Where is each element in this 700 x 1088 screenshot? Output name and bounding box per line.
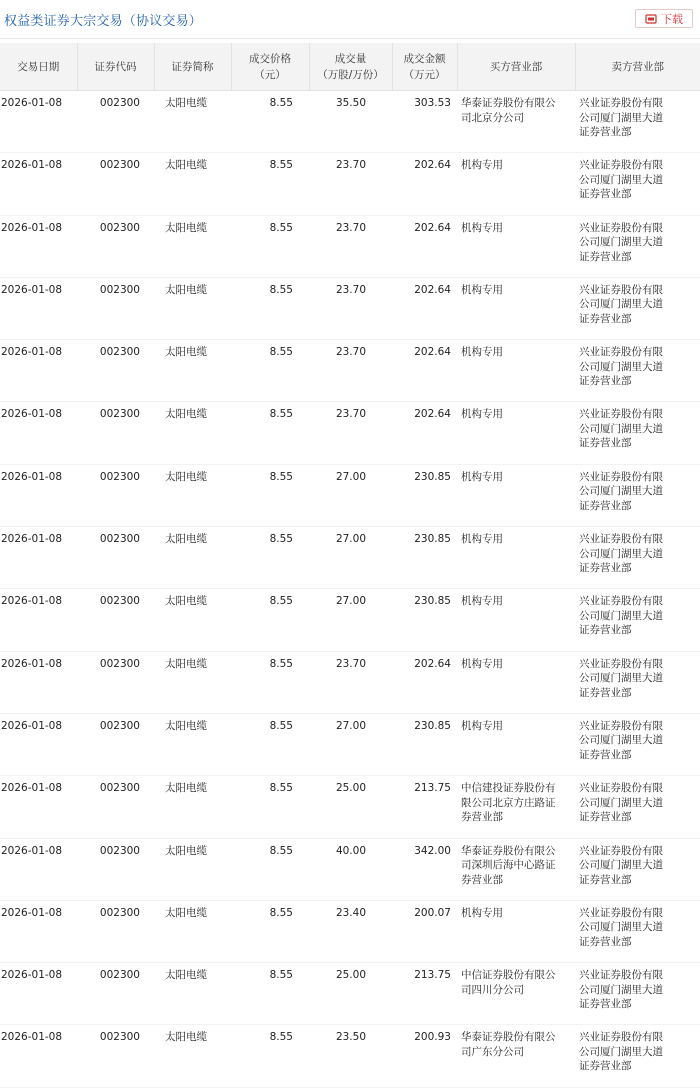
cell-buyer: 机构专用: [457, 527, 575, 589]
table-row: [0, 651, 700, 713]
col-header-seller: 卖方营业部: [575, 43, 700, 91]
cell-price: 8.55: [231, 402, 309, 464]
cell-buyer: 华泰证券股份有限公司广东分公司: [457, 1025, 575, 1087]
table-row: [0, 402, 700, 464]
cell-code: 002300: [77, 713, 154, 775]
cell-price: 8.55: [231, 340, 309, 402]
cell-code: 002300: [77, 963, 154, 1025]
table-row: [0, 464, 700, 526]
cell-date: 2026-01-08: [0, 651, 77, 713]
cell-date: 2026-01-08: [0, 776, 77, 838]
cell-price: 8.55: [231, 153, 309, 215]
cell-volume: 23.70: [309, 277, 392, 339]
cell-date: 2026-01-08: [0, 340, 77, 402]
cell-volume: 23.40: [309, 900, 392, 962]
cell-name: 太阳电缆: [154, 589, 231, 651]
cell-date: 2026-01-08: [0, 153, 77, 215]
section-title: 权益类证券大宗交易（协议交易）: [4, 14, 203, 29]
cell-amount: 202.64: [392, 340, 457, 402]
cell-price: 8.55: [231, 277, 309, 339]
cell-price: 8.55: [231, 776, 309, 838]
table-row: [0, 527, 700, 589]
cell-seller: 兴业证券股份有限公司厦门湖里大道证券营业部: [575, 963, 700, 1025]
cell-code: 002300: [77, 589, 154, 651]
section-header: [0, 0, 700, 39]
cell-volume: 27.00: [309, 713, 392, 775]
col-header-date: 交易日期: [0, 43, 77, 91]
table-row: [0, 776, 700, 838]
cell-code: 002300: [77, 91, 154, 153]
cell-seller: 兴业证券股份有限公司厦门湖里大道证券营业部: [575, 340, 700, 402]
col-header-amount: 成交金额 （万元）: [392, 43, 457, 91]
cell-date: 2026-01-08: [0, 963, 77, 1025]
cell-seller: 兴业证券股份有限公司厦门湖里大道证券营业部: [575, 713, 700, 775]
cell-volume: 23.70: [309, 340, 392, 402]
cell-name: 太阳电缆: [154, 91, 231, 153]
table-row: [0, 900, 700, 962]
cell-buyer: 机构专用: [457, 651, 575, 713]
cell-volume: 23.70: [309, 153, 392, 215]
cell-seller: 兴业证券股份有限公司厦门湖里大道证券营业部: [575, 91, 700, 153]
cell-volume: 35.50: [309, 91, 392, 153]
cell-price: 8.55: [231, 713, 309, 775]
table-row: [0, 153, 700, 215]
cell-seller: 兴业证券股份有限公司厦门湖里大道证券营业部: [575, 527, 700, 589]
cell-buyer: 机构专用: [457, 589, 575, 651]
cell-price: 8.55: [231, 838, 309, 900]
cell-date: 2026-01-08: [0, 527, 77, 589]
cell-seller: 兴业证券股份有限公司厦门湖里大道证券营业部: [575, 651, 700, 713]
cell-buyer: 华泰证券股份有限公司北京分公司: [457, 91, 575, 153]
cell-price: 8.55: [231, 651, 309, 713]
cell-amount: 202.64: [392, 277, 457, 339]
cell-amount: 342.00: [392, 838, 457, 900]
table-row: [0, 838, 700, 900]
download-button[interactable]: [635, 9, 693, 28]
cell-amount: 230.85: [392, 713, 457, 775]
cell-price: 8.55: [231, 215, 309, 277]
download-icon: [645, 13, 657, 25]
block-trade-table: [0, 43, 700, 1088]
cell-name: 太阳电缆: [154, 651, 231, 713]
table-row: [0, 340, 700, 402]
cell-volume: 27.00: [309, 527, 392, 589]
cell-date: 2026-01-08: [0, 277, 77, 339]
cell-buyer: 机构专用: [457, 153, 575, 215]
cell-code: 002300: [77, 340, 154, 402]
cell-name: 太阳电缆: [154, 838, 231, 900]
cell-price: 8.55: [231, 464, 309, 526]
cell-seller: 兴业证券股份有限公司厦门湖里大道证券营业部: [575, 776, 700, 838]
cell-volume: 25.00: [309, 963, 392, 1025]
cell-seller: 兴业证券股份有限公司厦门湖里大道证券营业部: [575, 277, 700, 339]
table-header-row: [0, 43, 700, 91]
cell-amount: 202.64: [392, 402, 457, 464]
cell-price: 8.55: [231, 527, 309, 589]
cell-seller: 兴业证券股份有限公司厦门湖里大道证券营业部: [575, 900, 700, 962]
cell-amount: 202.64: [392, 153, 457, 215]
cell-seller: 兴业证券股份有限公司厦门湖里大道证券营业部: [575, 153, 700, 215]
cell-name: 太阳电缆: [154, 963, 231, 1025]
table-row: [0, 963, 700, 1025]
table-row: [0, 713, 700, 775]
cell-buyer: 机构专用: [457, 340, 575, 402]
cell-amount: 230.85: [392, 589, 457, 651]
cell-amount: 200.07: [392, 900, 457, 962]
cell-date: 2026-01-08: [0, 838, 77, 900]
cell-date: 2026-01-08: [0, 402, 77, 464]
table-row: [0, 91, 700, 153]
cell-date: 2026-01-08: [0, 464, 77, 526]
cell-buyer: 机构专用: [457, 900, 575, 962]
cell-name: 太阳电缆: [154, 277, 231, 339]
download-label: 下载: [661, 12, 683, 26]
cell-price: 8.55: [231, 589, 309, 651]
cell-buyer: 机构专用: [457, 402, 575, 464]
table-row: [0, 277, 700, 339]
cell-date: 2026-01-08: [0, 215, 77, 277]
cell-name: 太阳电缆: [154, 900, 231, 962]
cell-code: 002300: [77, 527, 154, 589]
cell-amount: 202.64: [392, 215, 457, 277]
cell-amount: 303.53: [392, 91, 457, 153]
table-header: [0, 43, 700, 91]
cell-buyer: 中信建投证券股份有限公司北京方庄路证券营业部: [457, 776, 575, 838]
cell-name: 太阳电缆: [154, 1025, 231, 1087]
cell-amount: 200.93: [392, 1025, 457, 1087]
cell-name: 太阳电缆: [154, 527, 231, 589]
cell-name: 太阳电缆: [154, 713, 231, 775]
cell-code: 002300: [77, 1025, 154, 1087]
cell-buyer: 机构专用: [457, 215, 575, 277]
cell-seller: 兴业证券股份有限公司厦门湖里大道证券营业部: [575, 215, 700, 277]
col-header-volume: 成交量 （万股/万份）: [309, 43, 392, 91]
cell-name: 太阳电缆: [154, 215, 231, 277]
cell-seller: 兴业证券股份有限公司厦门湖里大道证券营业部: [575, 1025, 700, 1087]
cell-price: 8.55: [231, 900, 309, 962]
cell-name: 太阳电缆: [154, 464, 231, 526]
cell-buyer: 机构专用: [457, 277, 575, 339]
cell-volume: 23.70: [309, 651, 392, 713]
cell-date: 2026-01-08: [0, 713, 77, 775]
col-header-code: 证券代码: [77, 43, 154, 91]
cell-code: 002300: [77, 215, 154, 277]
cell-buyer: 机构专用: [457, 464, 575, 526]
cell-code: 002300: [77, 402, 154, 464]
cell-volume: 23.50: [309, 1025, 392, 1087]
col-header-price: 成交价格 （元）: [231, 43, 309, 91]
cell-code: 002300: [77, 776, 154, 838]
cell-amount: 230.85: [392, 527, 457, 589]
cell-volume: 40.00: [309, 838, 392, 900]
cell-volume: 23.70: [309, 402, 392, 464]
cell-seller: 兴业证券股份有限公司厦门湖里大道证券营业部: [575, 838, 700, 900]
cell-name: 太阳电缆: [154, 402, 231, 464]
cell-code: 002300: [77, 651, 154, 713]
cell-amount: 213.75: [392, 963, 457, 1025]
cell-code: 002300: [77, 900, 154, 962]
table-row: [0, 215, 700, 277]
col-header-buyer: 买方营业部: [457, 43, 575, 91]
cell-name: 太阳电缆: [154, 340, 231, 402]
cell-buyer: 华泰证券股份有限公司深圳后海中心路证券营业部: [457, 838, 575, 900]
table-body: [0, 91, 700, 1088]
cell-amount: 213.75: [392, 776, 457, 838]
cell-price: 8.55: [231, 963, 309, 1025]
cell-buyer: 机构专用: [457, 713, 575, 775]
cell-code: 002300: [77, 464, 154, 526]
col-header-name: 证券简称: [154, 43, 231, 91]
cell-price: 8.55: [231, 91, 309, 153]
cell-date: 2026-01-08: [0, 1025, 77, 1087]
cell-amount: 202.64: [392, 651, 457, 713]
cell-volume: 27.00: [309, 589, 392, 651]
cell-volume: 27.00: [309, 464, 392, 526]
cell-name: 太阳电缆: [154, 776, 231, 838]
cell-price: 8.55: [231, 1025, 309, 1087]
cell-amount: 230.85: [392, 464, 457, 526]
cell-code: 002300: [77, 153, 154, 215]
table-row: [0, 1025, 700, 1087]
table-row: [0, 589, 700, 651]
cell-name: 太阳电缆: [154, 153, 231, 215]
cell-seller: 兴业证券股份有限公司厦门湖里大道证券营业部: [575, 402, 700, 464]
cell-date: 2026-01-08: [0, 589, 77, 651]
cell-date: 2026-01-08: [0, 900, 77, 962]
cell-seller: 兴业证券股份有限公司厦门湖里大道证券营业部: [575, 464, 700, 526]
cell-buyer: 中信证券股份有限公司四川分公司: [457, 963, 575, 1025]
cell-code: 002300: [77, 838, 154, 900]
cell-volume: 25.00: [309, 776, 392, 838]
cell-code: 002300: [77, 277, 154, 339]
cell-date: 2026-01-08: [0, 91, 77, 153]
cell-volume: 23.70: [309, 215, 392, 277]
cell-seller: 兴业证券股份有限公司厦门湖里大道证券营业部: [575, 589, 700, 651]
